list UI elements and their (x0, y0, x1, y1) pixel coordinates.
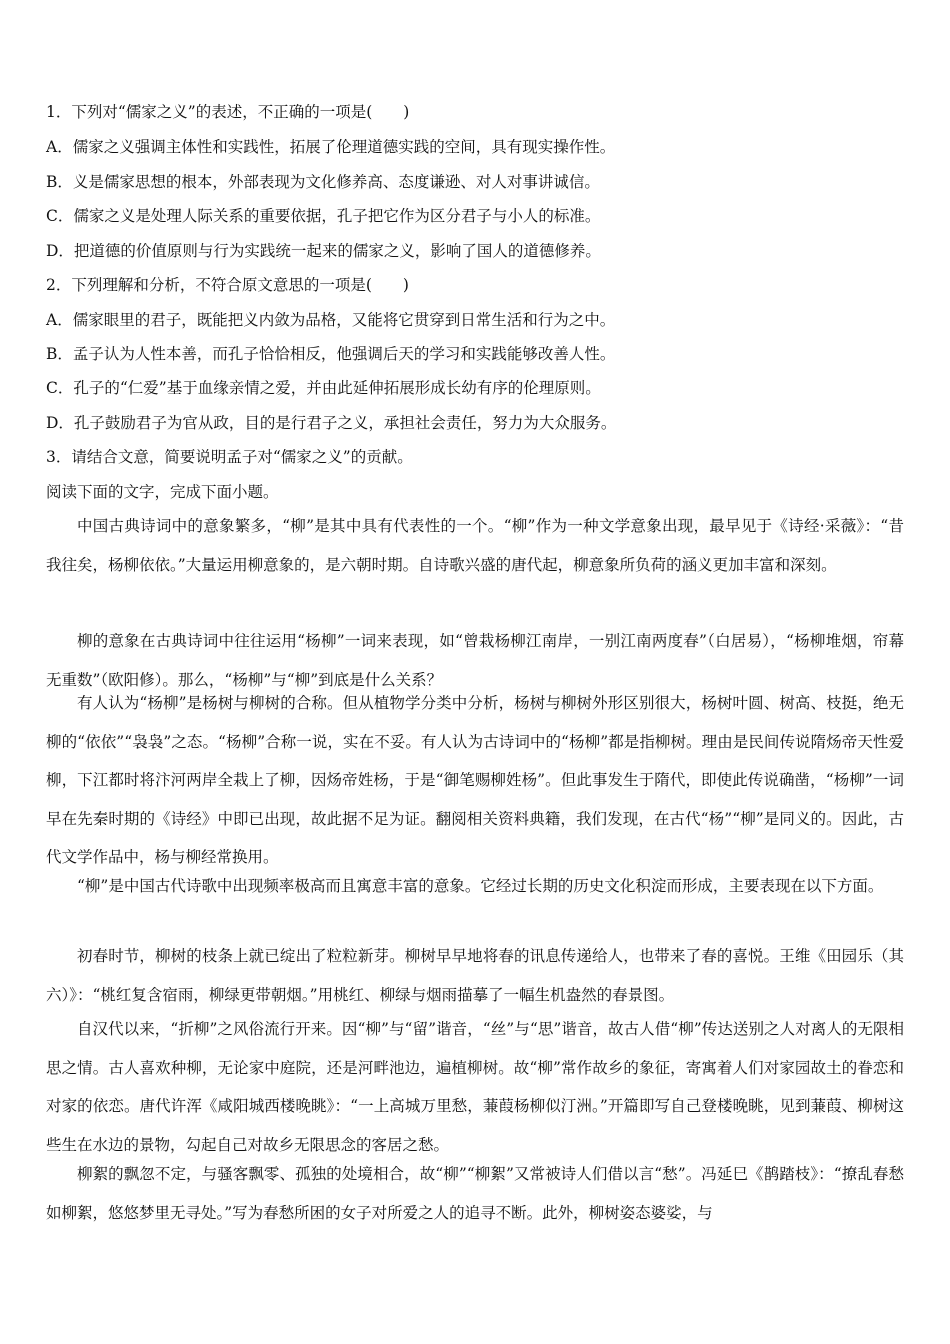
question-1-option-a: A．儒家之义强调主体性和实践性，拓展了伦理道德实践的空间，具有现实操作性。 (46, 138, 616, 156)
question-1-option-c: C．儒家之义是处理人际关系的重要依据，孔子把它作为区分君子与小人的标准。 (46, 207, 601, 225)
passage-paragraph-6: 自汉代以来，“折柳”之风俗流行开来。因“柳”与“留”谐音，“丝”与“思”谐音，故古人借“柳”传达送别之人对离人的无限相思之情。古人喜欢种柳，无论家中庭院，还是河畔池边，遍植柳树。故“柳”常作故乡的象征，寄寓着人们对家园故土的眷恋和对家的依恋。唐代许浑《咸阳城西楼晚眺》：“一上高城万里愁，蒹葭杨柳似汀洲。”开篇即写自己登楼晚眺，见到蒹葭、柳树这些生在水边的景物，勾起自己对故乡无限思念的客居之愁。 (46, 1020, 904, 1154)
question-2-stem: 2．下列理解和分析，不符合原文意思的一项是( ) (46, 276, 409, 294)
passage-paragraph-3: 有人认为“杨柳”是杨树与柳树的合称。但从植物学分类中分析，杨树与柳树外形区别很大，杨树叶圆、树高、枝挺，绝无柳的“依依”“袅袅”之态。“杨柳”合称一说，实在不妥。有人认为古诗词中的“杨柳”都是指柳树。理由是民间传说隋炀帝天性爱柳，下江都时将汴河两岸全栽上了柳，因炀帝姓杨，于是“御笔赐柳姓杨”。但此事发生于隋代，即使此传说确凿，“杨柳”一词早在先秦时期的《诗经》中即已出现，故此据不足为证。翻阅相关资料典籍，我们发现，在古代“杨”“柳”是同义的。因此，古代文学作品中，杨与柳经常换用。 (46, 694, 904, 866)
passage-paragraph-5: 初春时节，柳树的枝条上就已绽出了粒粒新芽。柳树早早地将春的讯息传递给人，也带来了春的喜悦。王维《田园乐（其六）》：“桃红复含宿雨，柳绿更带朝烟。”用桃红、柳绿与烟雨描摹了一幅生机盎然的春景图。 (46, 947, 904, 1004)
question-1-option-d: D．把道德的价值原则与行为实践统一起来的儒家之义，影响了国人的道德修养。 (46, 242, 601, 260)
passage-paragraph-4: “柳”是中国古代诗歌中出现频率极高而且寓意丰富的意象。它经过长期的历史文化积淀而形成，主要表现在以下方面。 (77, 877, 884, 895)
reading-instruction: 阅读下面的文字，完成下面小题。 (46, 483, 279, 501)
question-2-option-d: D．孔子鼓励君子为官从政，目的是行君子之义，承担社会责任，努力为大众服务。 (46, 414, 617, 432)
question-3: 3．请结合文意，简要说明孟子对“儒家之义”的贡献。 (46, 448, 413, 466)
passage-paragraph-7: 柳絮的飘忽不定，与骚客飘零、孤独的处境相合，故“柳”“柳絮”又常被诗人们借以言“愁”。冯延巳《鹊踏枝》：“撩乱春愁如柳絮，悠悠梦里无寻处。”写为春愁所困的女子对所爱之人的追寻不断。此外，柳树姿态婆娑，与 (46, 1165, 904, 1222)
passage-paragraph-2: 柳的意象在古典诗词中往往运用“杨柳”一词来表现，如“曾栽杨柳江南岸，一别江南两度春”（白居易），“杨柳堆烟，帘幕无重数”（欧阳修）。那么，“杨柳”与“柳”到底是什么关系？ (46, 632, 904, 689)
question-1-stem: 1．下列对“儒家之义”的表述，不正确的一项是( ) (46, 103, 410, 121)
question-2-option-b: B．孟子认为人性本善，而孔子恰恰相反，他强调后天的学习和实践能够改善人性。 (46, 345, 616, 363)
question-1-option-b: B．义是儒家思想的根本，外部表现为文化修养高、态度谦逊、对人对事讲诚信。 (46, 173, 600, 191)
passage-paragraph-1: 中国古典诗词中的意象繁多，“柳”是其中具有代表性的一个。“柳”作为一种文学意象出现，最早见于《诗经·采薇》：“昔我往矣，杨柳依依。”大量运用柳意象的，是六朝时期。自诗歌兴盛的唐代起，柳意象所负荷的涵义更加丰富和深刻。 (46, 517, 904, 574)
question-2-option-a: A．儒家眼里的君子，既能把义内敛为品格，又能将它贯穿到日常生活和行为之中。 (46, 311, 616, 329)
question-2-option-c: C．孔子的“仁爱”基于血缘亲情之爱，并由此延伸拓展形成长幼有序的伦理原则。 (46, 379, 601, 397)
